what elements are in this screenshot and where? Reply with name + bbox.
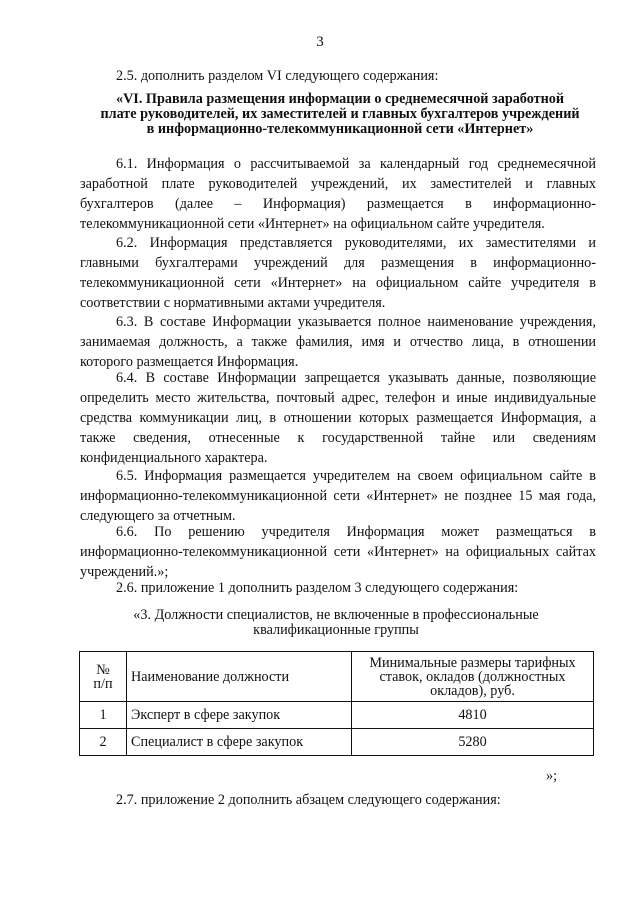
- section-vi-title-line: «VI. Правила размещения информации о среднемесячной заработной: [115, 91, 565, 107]
- header-number-line: п/п: [93, 675, 113, 692]
- row-minimum-rate: 5280: [352, 729, 594, 756]
- section-vi-title-line: плате руководителей, их заместителей и главных бухгалтеров учреждений: [100, 106, 580, 122]
- page-number: 3: [316, 34, 324, 50]
- paragraph-6-5: 6.5. Информация размещается учредителем на своем официальном сайте в информационно-телекоммуникационной сети «Интернет» не позднее 15 мая года, следующего за отчетным.: [80, 468, 596, 524]
- paragraph-6-1: 6.1. Информация о рассчитываемой за календарный год среднемесячной заработной плате руководителей учреждений, их заместителей и главных бухгалтеров (далее – Информация) размещается в информационно-телекоммуникационной сети «Интернет» на официальном сайте учредителя.: [80, 156, 596, 232]
- paragraph-6-4: 6.4. В составе Информации запрещается указывать данные, позволяющие определить место жительства, почтовый адрес, телефон и иные индивидуальные средства коммуникации лиц, в отношении которых размещается Информация, а также сведения, отнесенные к государственной тайне или сведениям конфиденциального характера.: [80, 370, 596, 466]
- item-2-5: 2.5. дополнить разделом VI следующего содержания:: [116, 68, 439, 84]
- table-row: [80, 702, 594, 729]
- row-position-name: Специалист в сфере закупок: [127, 729, 352, 756]
- table-header-row: [80, 652, 594, 702]
- item-2-7: 2.7. приложение 2 дополнить абзацем следующего содержания:: [116, 792, 501, 808]
- paragraph-6-3: 6.3. В составе Информации указывается полное наименование учреждения, занимаемая должность, а также фамилия, имя и отчество лица, в отношении которого размещается Информация.: [80, 314, 596, 370]
- paragraph-6-2: 6.2. Информация представляется руководителями, их заместителями и главными бухгалтерами учреждений для размещения в информационно-телекоммуникационной сети «Интернет» на официальном сайте учредителя в соответствии с нормативными актами учредителя.: [80, 235, 596, 311]
- table-row: [80, 729, 594, 756]
- table-title-line: «3. Должности специалистов, не включенные в профессиональные: [133, 607, 539, 623]
- header-position-name: Наименование должности: [127, 652, 352, 702]
- positions-table: [79, 651, 594, 756]
- row-number: 1: [80, 702, 127, 729]
- row-position-name: Эксперт в сфере закупок: [127, 702, 352, 729]
- section-vi-title: [80, 92, 600, 137]
- table-title: [96, 608, 576, 638]
- header-rate-line: окладов), руб.: [430, 682, 515, 699]
- row-minimum-rate: 4810: [352, 702, 594, 729]
- table-title-line: квалификационные группы: [253, 622, 419, 638]
- header-number-line: №: [96, 661, 110, 678]
- header-rate-line: ставок, окладов (должностных: [379, 668, 566, 685]
- header-rate-line: Минимальные размеры тарифных: [369, 654, 576, 671]
- header-minimum-rate: [352, 652, 594, 702]
- closing-quote: »;: [546, 768, 558, 784]
- section-vi-title-line: в информационно-телекоммуникационной сети «Интернет»: [146, 121, 534, 137]
- paragraph-6-6: 6.6. По решению учредителя Информация может размещаться в информационно-телекоммуникационной сети «Интернет» на официальных сайтах учреждений.»;: [80, 524, 596, 580]
- row-number: 2: [80, 729, 127, 756]
- header-number: [80, 652, 127, 702]
- item-2-6: 2.6. приложение 1 дополнить разделом 3 следующего содержания:: [116, 580, 519, 596]
